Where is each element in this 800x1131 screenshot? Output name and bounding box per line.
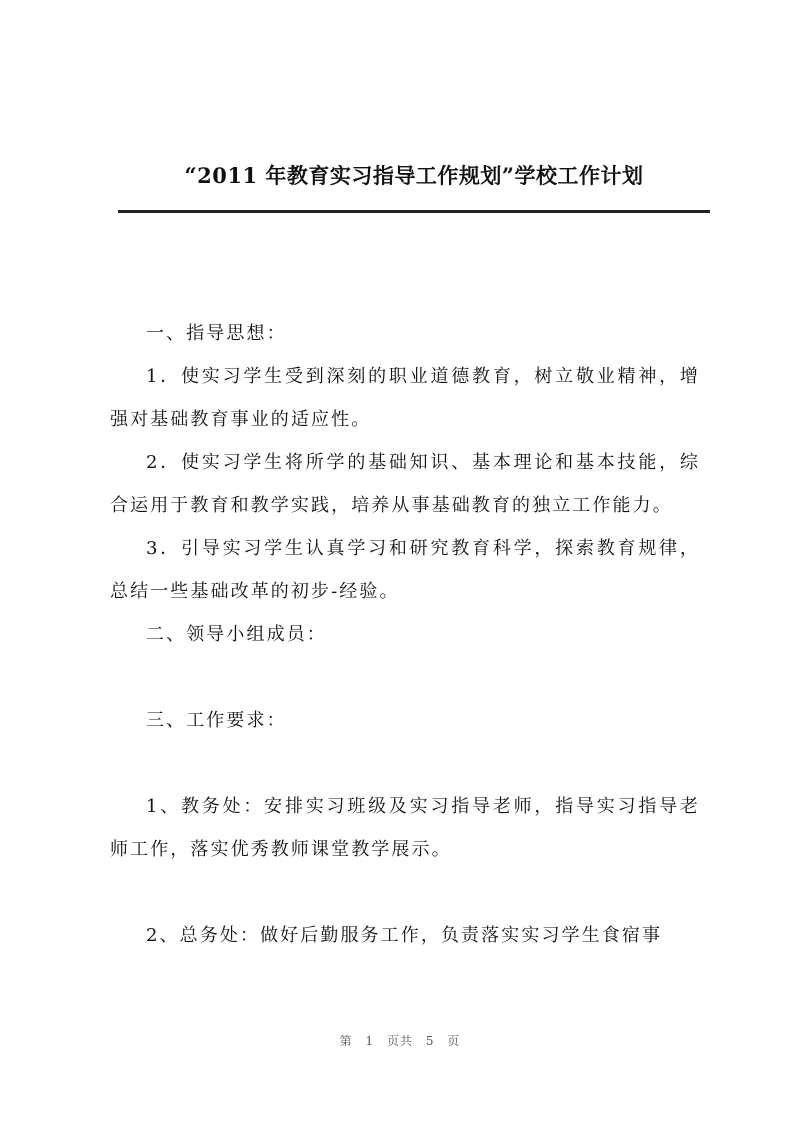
- section-heading-leadership-group: 二、领导小组成员：: [146, 624, 327, 645]
- blank-line: [110, 656, 700, 699]
- section-heading-work-requirements: 三、工作要求：: [146, 710, 287, 731]
- total-page-count: 5: [425, 1034, 435, 1048]
- current-page-number: 1: [365, 1034, 375, 1048]
- section-heading-guiding-ideology: 一、指导思想：: [146, 323, 287, 344]
- blank-line: [110, 742, 700, 785]
- paragraph-item-1: 1．使实习学生受到深刻的职业道德教育，树立敬业精神，增强对基础教育事业的适应性。: [110, 366, 700, 430]
- paragraph-general-affairs: 2、总务处：做好后勤服务工作，负责落实实习学生食宿事: [146, 925, 663, 946]
- paragraph-academic-affairs: 1、教务处：安排实习班级及实习指导老师，指导实习指导老师工作，落实优秀教师课堂教学展示。: [110, 796, 700, 860]
- document-title: “2011 年教育实习指导工作规划”学校工作计划: [184, 163, 644, 188]
- title-divider: [118, 210, 710, 213]
- document-body: [110, 312, 700, 957]
- footer-suffix: 页: [447, 1034, 461, 1048]
- page-footer: [0, 1032, 800, 1049]
- footer-middle: 页共: [386, 1034, 413, 1048]
- paragraph-item-2: 2．使实习学生将所学的基础知识、基本理论和基本技能，综合运用于教育和教学实践，培养从事基础教育的独立工作能力。: [110, 452, 700, 516]
- blank-line: [110, 871, 700, 914]
- paragraph-item-3: 3．引导实习学生认真学习和研究教育科学，探索教育规律，总结一些基础改革的初步-经验。: [110, 538, 700, 602]
- footer-prefix: 第: [339, 1034, 353, 1048]
